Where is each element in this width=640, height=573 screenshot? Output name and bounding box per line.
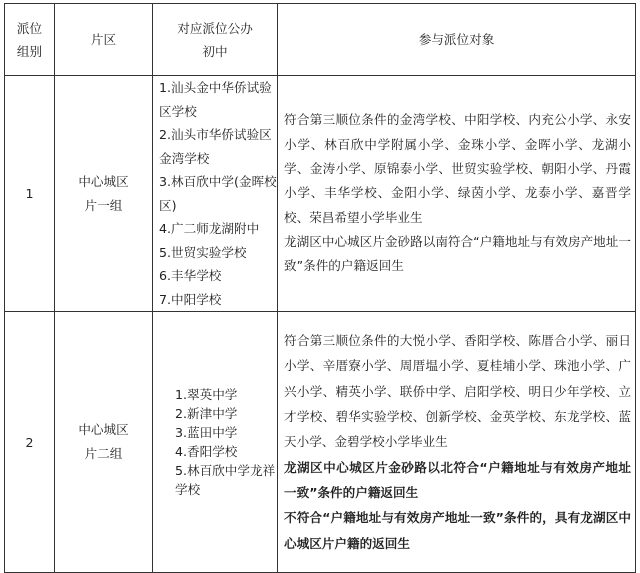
school-item: 3.蓝田中学 [175, 425, 238, 440]
target-paragraph: 龙湖区中心城区片金砂路以北符合“户籍地址与有效房产地址一致”条件的户籍返回生 [284, 459, 631, 500]
school-item: 1.翠英中学 [175, 387, 238, 402]
school-item: 5.世贸实验学校 [159, 244, 247, 260]
target-description [278, 312, 636, 573]
school-item: 1.汕头金中华侨试验区学校 [159, 80, 272, 119]
group-number: 1 [5, 76, 55, 312]
school-item: 7.中阳学校 [159, 291, 222, 307]
zone-name: 中心城区片一组 [55, 76, 153, 312]
school-item: 4.广二师龙湖附中 [159, 221, 260, 236]
allocation-table [4, 3, 636, 573]
target-paragraph: 不符合“户籍地址与有效房产地址一致”条件的，具有龙湖区中心城区片户籍的返回生 [284, 510, 631, 551]
header-targets: 参与派位对象 [278, 4, 636, 76]
school-item: 5.林百欣中学龙祥学校 [175, 463, 276, 497]
school-item: 3.林百欣中学(金晖校区) [159, 174, 277, 213]
target-paragraph: 符合第三顺位条件的大悦小学、香阳学校、陈厝合小学、丽日小学、辛厝寮小学、周厝塭小学、夏桂埔小学、珠池小学、广兴小学、精英小学、联侨中学、启阳学校、明日少年学校、立才学校、碧华实验学校、创新学校、金英学校、东龙学校、蓝天小学、金碧学校小学毕业生 [284, 333, 631, 450]
header-group: 派位组别 [5, 4, 55, 76]
school-list [153, 76, 278, 312]
group-number: 2 [5, 312, 55, 573]
school-item: 6.丰华学校 [159, 268, 222, 283]
table-row [5, 76, 636, 312]
school-item: 4.香阳学校 [175, 444, 238, 459]
header-zone: 片区 [55, 4, 153, 76]
target-paragraph: 龙湖区中心城区片金砂路以南符合“户籍地址与有效房产地址一致”条件的户籍返回生 [284, 233, 631, 274]
school-list [153, 312, 278, 573]
target-description [278, 76, 636, 312]
table-row [5, 312, 636, 573]
school-item: 2.新津中学 [175, 406, 238, 421]
header-schools: 对应派位公办初中 [153, 4, 278, 76]
school-item: 2.汕头市华侨试验区金湾学校 [159, 127, 272, 166]
target-paragraph: 符合第三顺位条件的金湾学校、中阳学校、内充公小学、永安小学、林百欣中学附属小学、金珠小学、金晖小学、龙湖小学、金涛小学、原锦泰小学、世贸实验学校、朝阳小学、丹霞小学、丰华学校、金阳小学、绿茵小学、龙泰小学、嘉晋学校、荣昌希望小学毕业生 [284, 112, 631, 225]
table-header-row [5, 4, 636, 76]
zone-name: 中心城区片二组 [55, 312, 153, 573]
